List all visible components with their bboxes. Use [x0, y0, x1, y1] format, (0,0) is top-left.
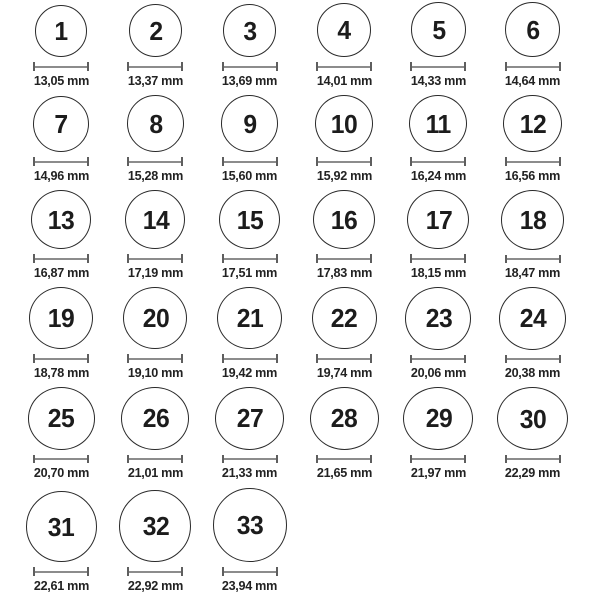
ring-circle: [403, 387, 473, 450]
ring-circle: [123, 287, 187, 349]
ring-cell: [297, 0, 391, 95]
diameter-label: 16,56 mm: [505, 168, 561, 183]
ring-size-number: 21: [236, 303, 264, 334]
ring-cell: [486, 287, 580, 387]
ring-circle: [505, 2, 560, 57]
ring-cell: [108, 287, 202, 387]
ring-size-number: 11: [425, 108, 452, 139]
diameter-ruler: [127, 254, 183, 263]
diameter-label: 20,06 mm: [410, 365, 467, 380]
ring-circle: [405, 287, 471, 350]
diameter-ruler: [33, 354, 89, 363]
ring-size-number: 33: [236, 510, 264, 540]
ring-size-number: 18: [519, 204, 547, 235]
ring-cell: [203, 0, 297, 95]
ring-size-number: 13: [47, 204, 75, 235]
diameter-label: 15,92 mm: [316, 168, 372, 183]
ring-size-number: 27: [236, 403, 264, 434]
ring-circle: [499, 287, 566, 350]
diameter-ruler: [316, 455, 372, 463]
ring-size-number: 12: [519, 108, 547, 139]
diameter-label: 14,96 mm: [33, 168, 89, 183]
diameter-ruler: [410, 62, 466, 71]
diameter-label: 22,92 mm: [127, 578, 184, 593]
diameter-label: 14,33 mm: [410, 73, 467, 88]
diameter-ruler: [33, 62, 89, 71]
ring-circle: [121, 387, 189, 450]
ring-cell: [297, 387, 391, 487]
ring-circle: [29, 287, 93, 349]
diameter-label: 13,37 mm: [127, 73, 184, 88]
ring-cell: [108, 487, 202, 600]
diameter-label: 18,15 mm: [410, 265, 467, 280]
ring-circle: [407, 190, 469, 249]
diameter-ruler: [127, 455, 183, 463]
ring-size-number: 23: [425, 303, 452, 334]
diameter-label: 23,94 mm: [222, 578, 278, 593]
diameter-label: 15,60 mm: [222, 168, 278, 183]
ring-circle: [501, 190, 564, 250]
ring-size-number: 32: [142, 511, 169, 541]
ring-circle: [213, 488, 287, 562]
ring-cell: [391, 387, 485, 487]
diameter-ruler: [33, 254, 89, 263]
ring-circle: [317, 3, 371, 57]
ring-circle: [119, 490, 191, 562]
diameter-ruler: [127, 157, 183, 166]
ring-cell: [14, 287, 108, 387]
diameter-ruler: [222, 62, 278, 71]
diameter-ruler: [33, 157, 89, 166]
ring-cell: [486, 190, 580, 287]
ring-size-number: 2: [148, 15, 163, 46]
diameter-label: 13,05 mm: [33, 73, 89, 88]
diameter-label: 17,51 mm: [222, 265, 278, 280]
diameter-label: 21,01 mm: [127, 465, 184, 480]
ring-size-number: 29: [425, 403, 452, 434]
diameter-ruler: [222, 567, 278, 576]
ring-size-number: 24: [519, 303, 547, 334]
diameter-ruler: [410, 157, 466, 166]
ring-circle: [219, 190, 280, 249]
diameter-ruler: [316, 354, 372, 363]
ring-size-number: 4: [337, 15, 351, 45]
diameter-ruler: [505, 355, 561, 363]
diameter-label: 20,70 mm: [33, 465, 89, 480]
ring-circle: [26, 491, 97, 562]
diameter-label: 21,97 mm: [410, 465, 467, 480]
ring-circle: [312, 287, 377, 349]
diameter-ruler: [127, 354, 183, 363]
ring-cell: [108, 190, 202, 287]
diameter-ruler: [505, 255, 561, 263]
ring-cell: [297, 190, 391, 287]
diameter-label: 17,19 mm: [127, 265, 184, 280]
diameter-label: 21,33 mm: [222, 465, 278, 480]
diameter-ruler: [33, 455, 89, 463]
ring-circle: [503, 95, 562, 152]
diameter-ruler: [410, 455, 466, 463]
ring-cell: [297, 95, 391, 190]
ring-cell: [391, 287, 485, 387]
diameter-ruler: [410, 254, 466, 263]
diameter-label: 19,10 mm: [127, 365, 184, 380]
diameter-label: 22,29 mm: [505, 465, 561, 480]
diameter-label: 22,61 mm: [33, 578, 89, 593]
diameter-ruler: [33, 567, 89, 576]
diameter-label: 14,64 mm: [505, 73, 561, 88]
diameter-ruler: [222, 455, 278, 463]
ring-circle: [127, 95, 184, 152]
diameter-label: 16,24 mm: [410, 168, 467, 183]
ring-cell: [14, 387, 108, 487]
ring-size-number: 15: [236, 204, 264, 235]
ring-cell: [203, 190, 297, 287]
ring-cell: [391, 95, 485, 190]
ring-size-number: 5: [431, 14, 446, 45]
ring-circle: [28, 387, 95, 450]
ring-circle: [221, 95, 278, 152]
diameter-ruler: [410, 355, 466, 364]
diameter-label: 15,28 mm: [127, 168, 184, 183]
diameter-ruler: [222, 354, 278, 363]
diameter-label: 17,83 mm: [316, 265, 372, 280]
diameter-ruler: [222, 254, 278, 263]
ring-circle: [313, 190, 375, 249]
diameter-label: 13,69 mm: [222, 73, 278, 88]
ring-circle: [223, 4, 276, 57]
ring-size-number: 14: [142, 204, 169, 235]
diameter-label: 20,38 mm: [505, 365, 561, 380]
diameter-ruler: [316, 157, 372, 166]
ring-cell: [14, 190, 108, 287]
ring-size-number: 6: [526, 14, 540, 45]
ring-cell: [203, 95, 297, 190]
ring-circle: [125, 190, 185, 249]
ring-size-number: 28: [330, 403, 358, 434]
ring-cell: [486, 95, 580, 190]
ring-cell: [203, 487, 297, 600]
ring-cell: [108, 387, 202, 487]
ring-cell: [486, 0, 580, 95]
ring-cell: [297, 287, 391, 387]
ring-size-number: 17: [425, 204, 452, 235]
ring-size-number: 1: [54, 16, 68, 46]
diameter-ruler: [505, 62, 561, 71]
diameter-ruler: [222, 157, 278, 166]
ring-cell: [14, 95, 108, 190]
ring-cell: [14, 487, 108, 600]
ring-circle: [310, 387, 379, 450]
ring-cell: [203, 287, 297, 387]
ring-cell: [108, 0, 202, 95]
diameter-ruler: [316, 62, 372, 71]
ring-size-number: 20: [142, 303, 169, 334]
ring-size-number: 7: [54, 109, 68, 139]
ring-circle: [411, 2, 466, 57]
diameter-label: 21,65 mm: [316, 465, 372, 480]
ring-circle: [35, 5, 87, 57]
ring-circle: [33, 96, 89, 152]
diameter-ruler: [505, 455, 561, 463]
ring-cell: [203, 387, 297, 487]
ring-size-number: 25: [47, 403, 75, 434]
diameter-label: 14,01 mm: [316, 73, 372, 88]
diameter-ruler: [316, 254, 372, 263]
ring-circle: [129, 4, 182, 57]
ring-cell: [391, 190, 485, 287]
diameter-label: 19,42 mm: [222, 365, 278, 380]
diameter-label: 19,74 mm: [316, 365, 372, 380]
ring-cell: [391, 0, 485, 95]
ring-size-number: 19: [47, 303, 75, 334]
ring-circle: [315, 95, 373, 152]
diameter-label: 18,78 mm: [33, 365, 89, 380]
ring-circle: [497, 387, 568, 450]
ring-size-number: 3: [243, 15, 257, 46]
ring-cell: [108, 95, 202, 190]
ring-size-number: 26: [142, 403, 169, 434]
ring-size-number: 30: [519, 403, 547, 434]
ring-size-number: 10: [330, 108, 358, 139]
diameter-label: 18,47 mm: [505, 265, 561, 280]
diameter-ruler: [127, 567, 183, 576]
diameter-ruler: [505, 157, 561, 166]
ring-size-number: 22: [330, 303, 358, 334]
ring-cell: [486, 387, 580, 487]
ring-circle: [31, 190, 91, 249]
ring-size-number: 8: [148, 108, 163, 139]
ring-cell: [14, 0, 108, 95]
ring-circle: [217, 287, 282, 349]
ring-size-number: 9: [243, 108, 257, 139]
diameter-label: 16,87 mm: [33, 265, 89, 280]
diameter-ruler: [127, 62, 183, 71]
ring-size-number: 31: [47, 511, 75, 542]
ring-circle: [215, 387, 284, 450]
ring-circle: [409, 95, 467, 152]
ring-size-number: 16: [330, 204, 358, 235]
